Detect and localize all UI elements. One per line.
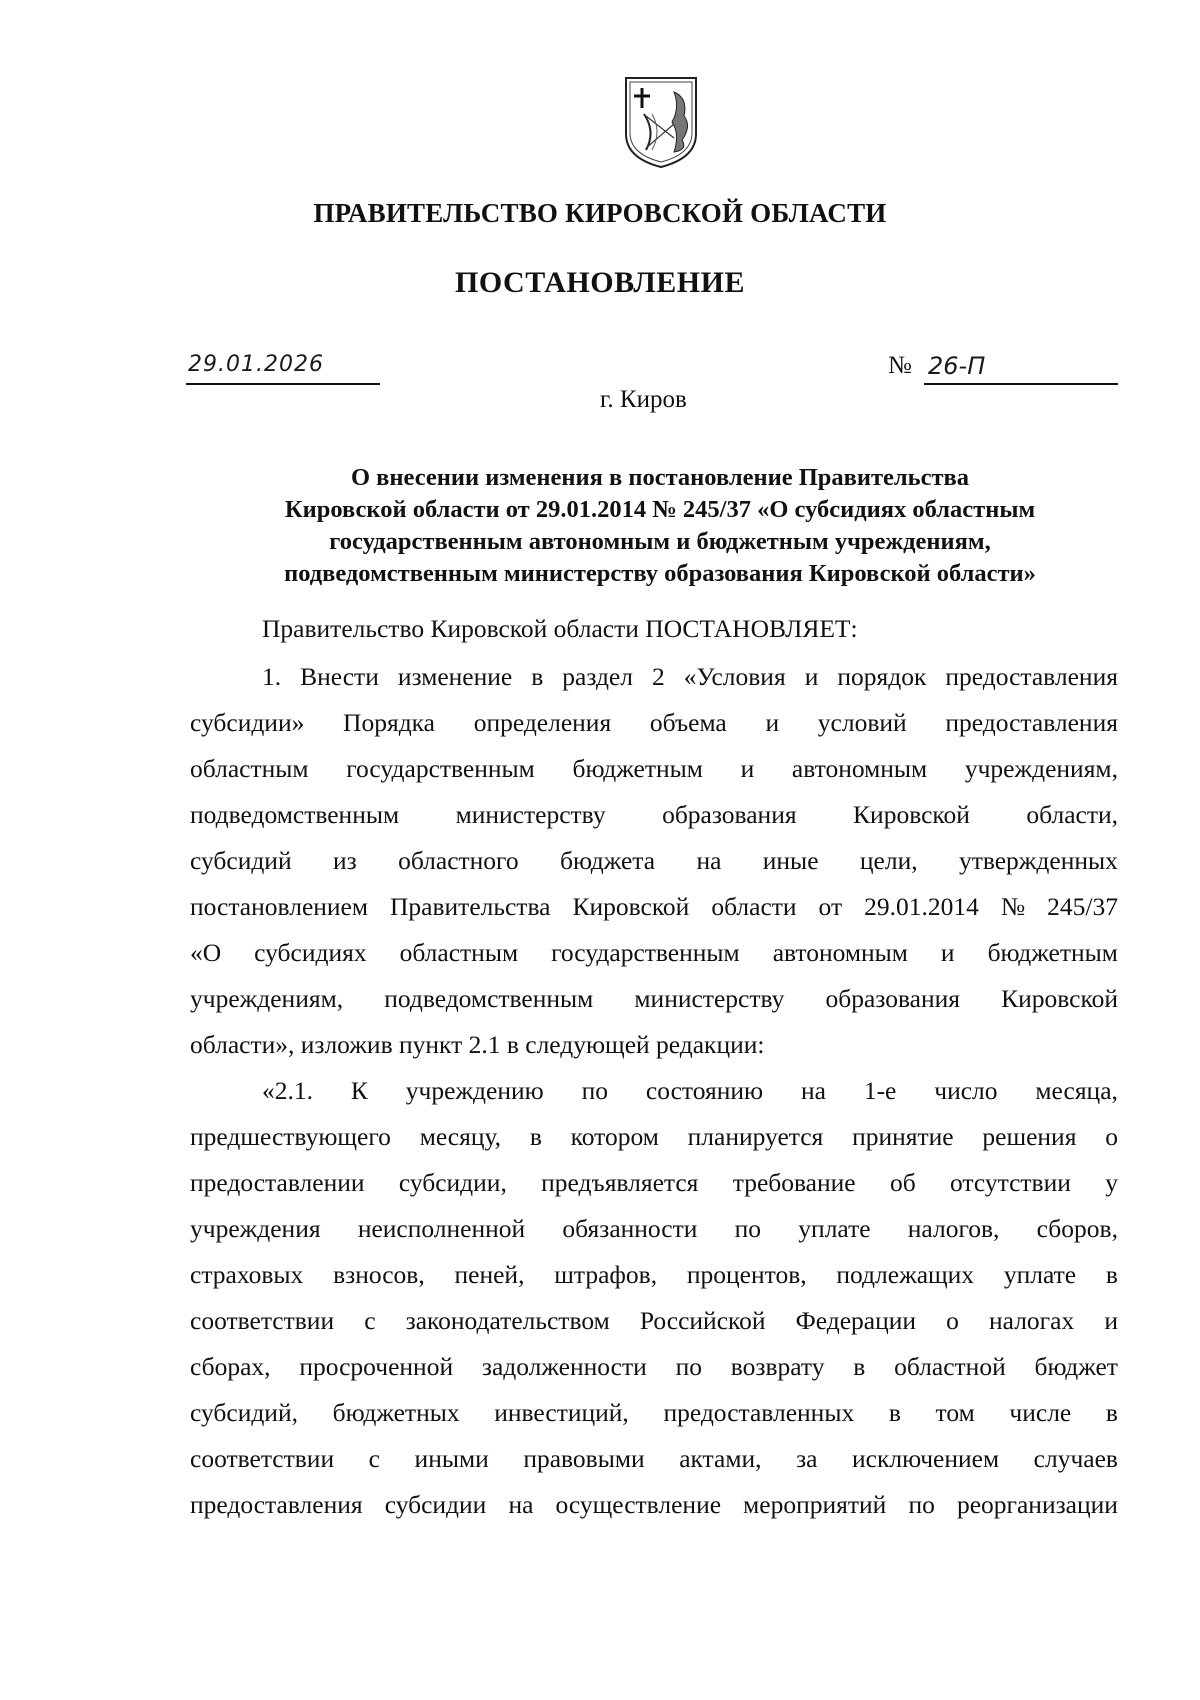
word: на xyxy=(800,1076,826,1105)
word: бюджетных xyxy=(332,1398,460,1427)
item1-line xyxy=(190,890,1118,924)
date-field xyxy=(186,354,380,385)
word: реорганизации xyxy=(956,1490,1118,1519)
item2-1-line xyxy=(190,1350,1118,1384)
word: от xyxy=(818,892,843,921)
item2-1-line xyxy=(190,1212,1118,1246)
word: автономным xyxy=(772,938,908,967)
word: по xyxy=(581,1076,608,1105)
word: Российской xyxy=(639,1306,766,1335)
word: бюджетным xyxy=(987,938,1118,967)
word: налогах xyxy=(989,1306,1075,1335)
word: Кировской xyxy=(853,800,970,829)
word: условий xyxy=(817,708,907,737)
title-line: государственным автономным и бюджетным учреждениям, xyxy=(329,528,991,555)
word: в xyxy=(531,662,544,691)
word: случаев xyxy=(1033,1444,1118,1473)
coat-of-arms-emblem xyxy=(622,74,700,170)
item2-1-line xyxy=(190,1442,1118,1476)
item1-line xyxy=(190,982,1118,1016)
word: в xyxy=(888,1398,901,1427)
word: с xyxy=(364,1306,376,1335)
word: обязанности xyxy=(562,1214,698,1243)
word: К xyxy=(350,1076,368,1105)
word: учреждениям, xyxy=(964,754,1118,783)
word: процентов, xyxy=(686,1260,807,1289)
item1-line xyxy=(190,936,1118,970)
word: с xyxy=(368,1444,380,1473)
word: и xyxy=(1104,1306,1118,1335)
word: том xyxy=(935,1398,975,1427)
word: субсидиях xyxy=(254,938,367,967)
word: взносов, xyxy=(333,1260,425,1289)
word: областной xyxy=(894,1352,1006,1381)
word: учреждению xyxy=(405,1076,544,1105)
word: образования xyxy=(825,984,961,1013)
word: субсидий, xyxy=(190,1398,298,1427)
preamble: Правительство Кировской области ПОСТАНОВЛЯЕТ: xyxy=(262,614,858,643)
word: о xyxy=(1105,1122,1118,1151)
word: в xyxy=(529,1122,542,1151)
word: субсидии» xyxy=(190,708,305,737)
word: 1. xyxy=(262,662,282,691)
organization-name: ПРАВИТЕЛЬСТВО КИРОВСКОЙ ОБЛАСТИ xyxy=(313,198,887,228)
word: бюджета xyxy=(560,846,656,875)
word: из xyxy=(332,846,357,875)
word: в xyxy=(1105,1398,1118,1427)
word: определения xyxy=(473,708,612,737)
word: законодательством xyxy=(405,1306,610,1335)
word: сборах, xyxy=(190,1352,271,1381)
word: числе xyxy=(1009,1398,1072,1427)
word: об xyxy=(889,1168,916,1197)
word: предоставления xyxy=(190,1490,363,1519)
word: предоставленных xyxy=(663,1398,855,1427)
word: предоставления xyxy=(945,708,1118,737)
item2-1-line xyxy=(190,1396,1118,1430)
word: министерству xyxy=(455,800,606,829)
word: штрафов, xyxy=(554,1260,658,1289)
word: Федерации xyxy=(795,1306,917,1335)
word: утвержденных xyxy=(958,846,1118,875)
city-name: г. Киров xyxy=(600,386,687,413)
document-type: ПОСТАНОВЛЕНИЕ xyxy=(455,266,745,299)
word: иные xyxy=(762,846,819,875)
word: предшествующего xyxy=(190,1122,391,1151)
word: уплате xyxy=(798,1214,871,1243)
word: 2 xyxy=(651,662,665,691)
number-label: № xyxy=(888,352,912,379)
word: соответствии xyxy=(190,1306,335,1335)
word: и xyxy=(940,938,955,967)
word: министерству xyxy=(634,984,785,1013)
word: принятие xyxy=(852,1122,954,1151)
word: № xyxy=(1000,892,1026,921)
word: «О xyxy=(190,938,222,967)
word: по xyxy=(675,1352,702,1381)
word: исключением xyxy=(852,1444,1000,1473)
word: автономным xyxy=(791,754,928,783)
word: уплате xyxy=(1003,1260,1077,1289)
word: субсидии, xyxy=(398,1168,507,1197)
word: Кировской xyxy=(1001,984,1118,1013)
item1-line: области», изложив пункт 2.1 в следующей редакции: xyxy=(190,1030,765,1059)
word: месяцу, xyxy=(419,1122,502,1151)
word: изменение xyxy=(397,662,513,691)
word: отсутствии xyxy=(950,1168,1071,1197)
word: государственным xyxy=(551,938,740,967)
item2-1-line xyxy=(190,1074,1118,1108)
word: Порядка xyxy=(343,708,435,737)
word: задолженности xyxy=(481,1352,647,1381)
word: предоставлении xyxy=(190,1168,365,1197)
item2-1-line xyxy=(190,1120,1118,1154)
document-title xyxy=(200,462,1120,590)
word: осуществление xyxy=(555,1490,722,1519)
item2-1-line xyxy=(190,1488,1118,1522)
word: планируется xyxy=(687,1122,824,1151)
item1-line xyxy=(190,798,1118,832)
word: предъявляется xyxy=(541,1168,699,1197)
word: пеней, xyxy=(454,1260,525,1289)
word: соответствии xyxy=(190,1444,335,1473)
handwritten-date: 29.01.2026 xyxy=(188,352,324,377)
item1-line xyxy=(190,660,1118,694)
word: Кировской xyxy=(572,892,690,921)
word: подведомственным xyxy=(190,800,400,829)
word: раздел xyxy=(562,662,633,691)
word: месяца, xyxy=(1035,1076,1118,1105)
word: цели, xyxy=(859,846,918,875)
item1-line xyxy=(190,706,1118,740)
word: состоянию xyxy=(645,1076,764,1105)
word: 29.01.2014 xyxy=(864,892,979,921)
word: областным xyxy=(399,938,519,967)
word: котором xyxy=(570,1122,659,1151)
word: решения xyxy=(982,1122,1077,1151)
word: бюджет xyxy=(1034,1352,1118,1381)
word: требование xyxy=(732,1168,856,1197)
word: «Условия xyxy=(683,662,786,691)
item1-line xyxy=(190,752,1118,786)
word: подведомственным xyxy=(384,984,594,1013)
word: за xyxy=(796,1444,818,1473)
word: учреждения xyxy=(190,1214,321,1243)
word: в xyxy=(1105,1260,1118,1289)
title-line: Кировской области от 29.01.2014 № 245/37 «О субсидиях областным xyxy=(284,496,1036,523)
word: возврату xyxy=(730,1352,825,1381)
word: порядок xyxy=(837,662,927,691)
word: постановлением xyxy=(190,892,369,921)
word: областным xyxy=(190,754,309,783)
word: 245/37 xyxy=(1047,892,1118,921)
item2-1-line xyxy=(190,1166,1118,1200)
word: объема xyxy=(649,708,727,737)
word: и xyxy=(740,754,755,783)
word: правовыми xyxy=(523,1444,645,1473)
word: учреждениям, xyxy=(190,984,344,1013)
title-line: О внесении изменения в постановление Правительства xyxy=(351,464,969,491)
word: Внести xyxy=(300,662,379,691)
word: предоставления xyxy=(945,662,1118,691)
word: просроченной xyxy=(299,1352,454,1381)
word: налогов, xyxy=(907,1214,1000,1243)
word: актами, xyxy=(679,1444,762,1473)
handwritten-number: 26-П xyxy=(928,352,986,380)
word: областного xyxy=(398,846,519,875)
word: неисполненной xyxy=(357,1214,526,1243)
word: число xyxy=(934,1076,998,1105)
title-line: подведомственным министерству образования Кировской области» xyxy=(284,560,1036,587)
word: у xyxy=(1105,1168,1118,1197)
word: 1-е xyxy=(863,1076,897,1105)
word: иными xyxy=(414,1444,489,1473)
word: субсидии xyxy=(384,1490,487,1519)
number-field xyxy=(924,354,1118,385)
word: инвестиций, xyxy=(494,1398,629,1427)
word: бюджетным xyxy=(572,754,703,783)
word: области, xyxy=(1026,800,1118,829)
word: в xyxy=(853,1352,866,1381)
word: о xyxy=(946,1306,959,1335)
word: государственным xyxy=(346,754,535,783)
word: субсидий xyxy=(190,846,292,875)
item1-line xyxy=(190,844,1118,878)
word: по xyxy=(908,1490,935,1519)
word: страховых xyxy=(190,1260,304,1289)
word: и xyxy=(765,708,780,737)
word: области xyxy=(711,892,797,921)
word: Правительства xyxy=(390,892,551,921)
word: мероприятий xyxy=(743,1490,887,1519)
word: и xyxy=(804,662,819,691)
word: по xyxy=(734,1214,762,1243)
word: «2.1. xyxy=(262,1076,313,1105)
word: подлежащих xyxy=(836,1260,975,1289)
word: сборов, xyxy=(1036,1214,1118,1243)
item2-1-line xyxy=(190,1258,1118,1292)
word: на xyxy=(508,1490,534,1519)
word: образования xyxy=(662,800,797,829)
item2-1-line xyxy=(190,1304,1118,1338)
word: на xyxy=(696,846,722,875)
